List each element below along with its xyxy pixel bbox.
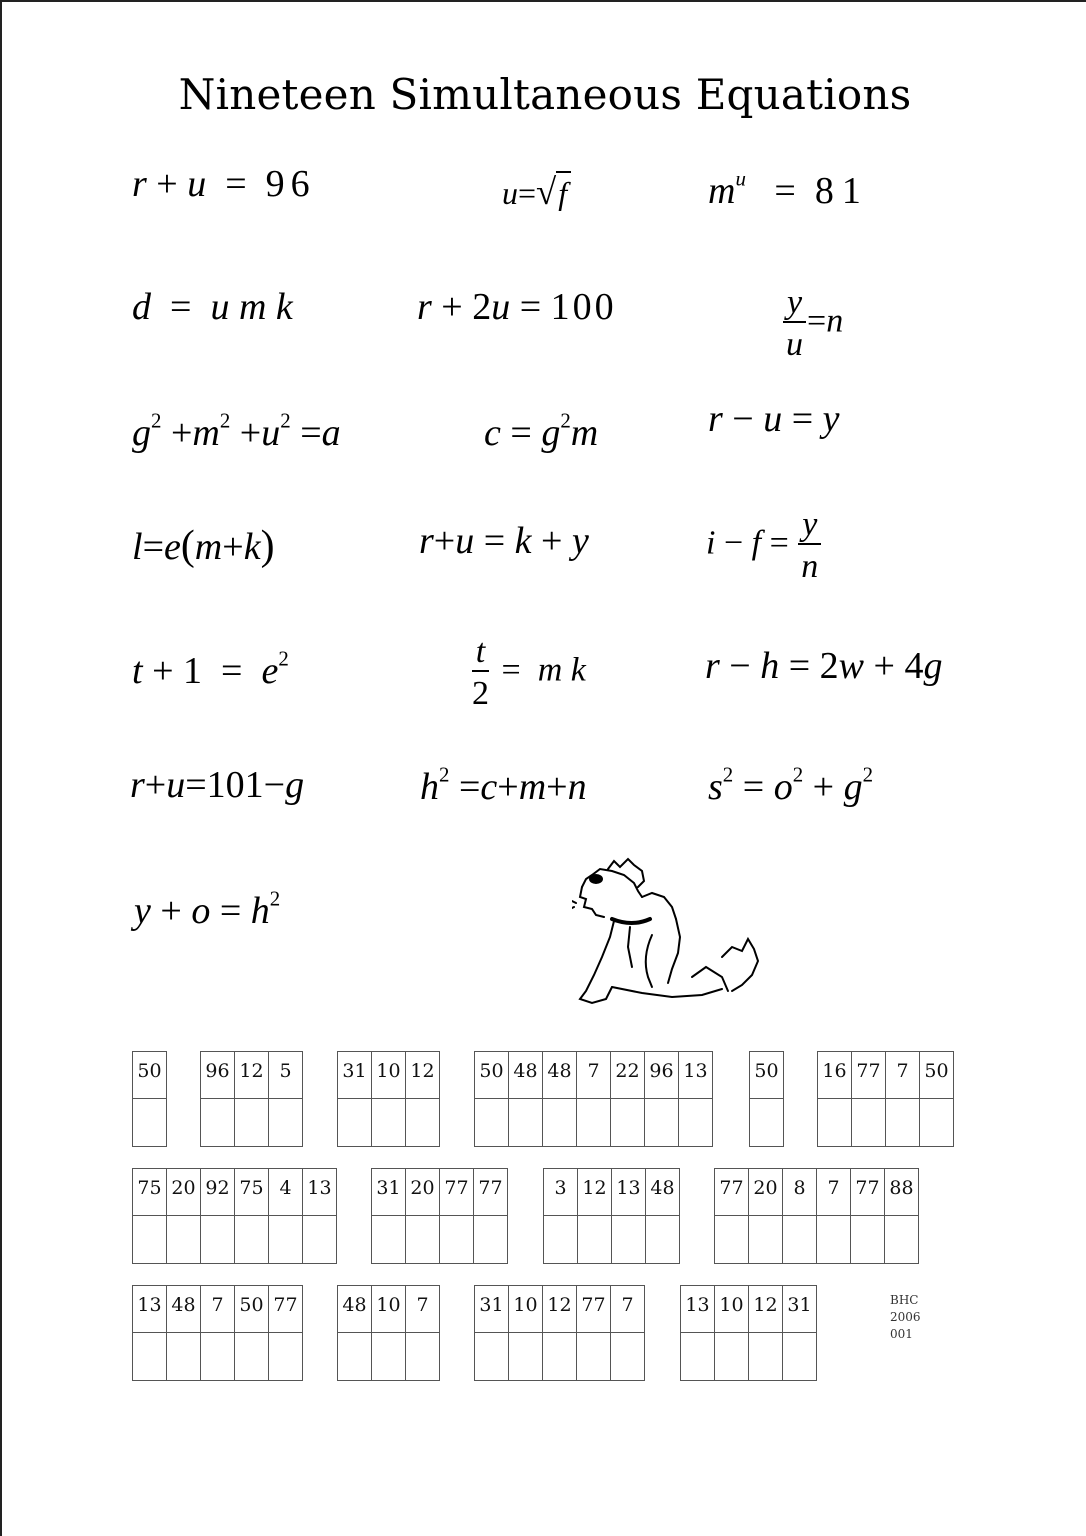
- equation-8: $c = g^2m$: [484, 408, 599, 454]
- answer-cell[interactable]: 50: [475, 1052, 509, 1146]
- answer-cell[interactable]: 12: [543, 1286, 577, 1380]
- equation-13: $t + 1 = e^2$: [132, 646, 289, 692]
- equation-2: u=√f: [502, 174, 571, 211]
- answer-group: [132, 1168, 337, 1264]
- equation-10: l=e(m+k): [132, 523, 275, 569]
- equation-1: r + u = 96: [132, 163, 316, 205]
- answer-cell[interactable]: 7: [886, 1052, 920, 1146]
- equation-14: $\frac{t}{2}$ = m k: [472, 633, 586, 712]
- answer-cell[interactable]: 96: [201, 1052, 235, 1146]
- answer-cell[interactable]: 96: [645, 1052, 679, 1146]
- answer-cell[interactable]: 77: [715, 1169, 749, 1263]
- answer-group: [474, 1051, 713, 1147]
- answer-cell[interactable]: 12: [235, 1052, 269, 1146]
- answer-group: [371, 1168, 508, 1264]
- answer-cell[interactable]: 20: [406, 1169, 440, 1263]
- answer-group: [337, 1051, 440, 1147]
- answer-cell[interactable]: 77: [269, 1286, 302, 1380]
- dog-illustration: [572, 857, 772, 1017]
- answer-cell[interactable]: 7: [611, 1286, 644, 1380]
- answer-cell[interactable]: 75: [133, 1169, 167, 1263]
- answer-cell[interactable]: 10: [372, 1286, 406, 1380]
- answer-cell[interactable]: 7: [406, 1286, 439, 1380]
- answer-cell[interactable]: 13: [679, 1052, 712, 1146]
- answer-cell[interactable]: 77: [474, 1169, 507, 1263]
- equation-16: r+u=101−g: [130, 764, 305, 806]
- answer-cell[interactable]: 50: [133, 1052, 166, 1146]
- answer-cell[interactable]: 3: [544, 1169, 578, 1263]
- answer-cell[interactable]: 7: [201, 1286, 235, 1380]
- page-title: Nineteen Simultaneous Equations: [178, 70, 912, 119]
- equation-7: $g^2 +m^2 +u^2 =a$: [132, 408, 341, 454]
- answer-cell[interactable]: 10: [509, 1286, 543, 1380]
- answer-group: [543, 1168, 680, 1264]
- answer-cell[interactable]: 13: [681, 1286, 715, 1380]
- answer-group: [200, 1051, 303, 1147]
- equation-12: i − f = $\frac{y}{n}$: [706, 507, 822, 584]
- answer-cell[interactable]: 12: [578, 1169, 612, 1263]
- answer-cell[interactable]: 20: [167, 1169, 201, 1263]
- answer-group: [474, 1285, 645, 1381]
- answer-cell[interactable]: 48: [646, 1169, 679, 1263]
- equation-17: $h^2 =c+m+n$: [420, 762, 587, 808]
- answer-cell[interactable]: 12: [749, 1286, 783, 1380]
- answer-cell[interactable]: 13: [612, 1169, 646, 1263]
- answer-cell[interactable]: 48: [338, 1286, 372, 1380]
- answer-cell[interactable]: 50: [235, 1286, 269, 1380]
- equation-19: $y + o = h^2$: [134, 886, 281, 932]
- equation-18: $s^2 = o^2 + g^2$: [708, 762, 874, 808]
- answer-cell[interactable]: 16: [818, 1052, 852, 1146]
- answer-cell[interactable]: 50: [750, 1052, 783, 1146]
- answer-group: [680, 1285, 817, 1381]
- answer-cell[interactable]: 92: [201, 1169, 235, 1263]
- equation-15: r − h = 2w + 4g: [705, 645, 943, 687]
- answer-cell[interactable]: 77: [852, 1052, 886, 1146]
- answer-group: [749, 1051, 784, 1147]
- answer-cell[interactable]: 20: [749, 1169, 783, 1263]
- answer-cell[interactable]: 7: [817, 1169, 851, 1263]
- answer-cell[interactable]: 77: [851, 1169, 885, 1263]
- answer-cell[interactable]: 88: [885, 1169, 918, 1263]
- answer-cell[interactable]: 31: [372, 1169, 406, 1263]
- document-stamp: BHC 2006 001: [890, 1293, 921, 1341]
- equation-6: $\frac{y}{u}$ =n: [782, 285, 843, 362]
- answer-cell[interactable]: 77: [577, 1286, 611, 1380]
- answer-group: [817, 1051, 954, 1147]
- answer-group: [132, 1285, 303, 1381]
- answer-cell[interactable]: 12: [406, 1052, 439, 1146]
- equation-3: $m^u$ = 81: [708, 166, 869, 212]
- answer-cell[interactable]: 22: [611, 1052, 645, 1146]
- answer-cell[interactable]: 4: [269, 1169, 303, 1263]
- equation-4: d = u m k: [132, 286, 293, 328]
- answer-group: [132, 1051, 167, 1147]
- answer-cell[interactable]: 48: [167, 1286, 201, 1380]
- answer-group: [337, 1285, 440, 1381]
- answer-cell[interactable]: 10: [715, 1286, 749, 1380]
- answer-cell[interactable]: 31: [338, 1052, 372, 1146]
- answer-cell[interactable]: 75: [235, 1169, 269, 1263]
- answer-cell[interactable]: 31: [783, 1286, 816, 1380]
- answer-cell[interactable]: 10: [372, 1052, 406, 1146]
- answer-cell[interactable]: 7: [577, 1052, 611, 1146]
- equation-11: r+u = k + y: [419, 520, 589, 562]
- answer-cell[interactable]: 77: [440, 1169, 474, 1263]
- answer-cell[interactable]: 50: [920, 1052, 953, 1146]
- equation-5: r + 2u = 100: [417, 286, 617, 328]
- equation-9: r − u = y: [708, 398, 840, 440]
- answer-cell[interactable]: 5: [269, 1052, 302, 1146]
- answer-cell[interactable]: 48: [509, 1052, 543, 1146]
- answer-cell[interactable]: 31: [475, 1286, 509, 1380]
- answer-group: [714, 1168, 919, 1264]
- answer-cell[interactable]: 48: [543, 1052, 577, 1146]
- answer-cell[interactable]: 13: [133, 1286, 167, 1380]
- answer-cell[interactable]: 8: [783, 1169, 817, 1263]
- answer-cell[interactable]: 13: [303, 1169, 336, 1263]
